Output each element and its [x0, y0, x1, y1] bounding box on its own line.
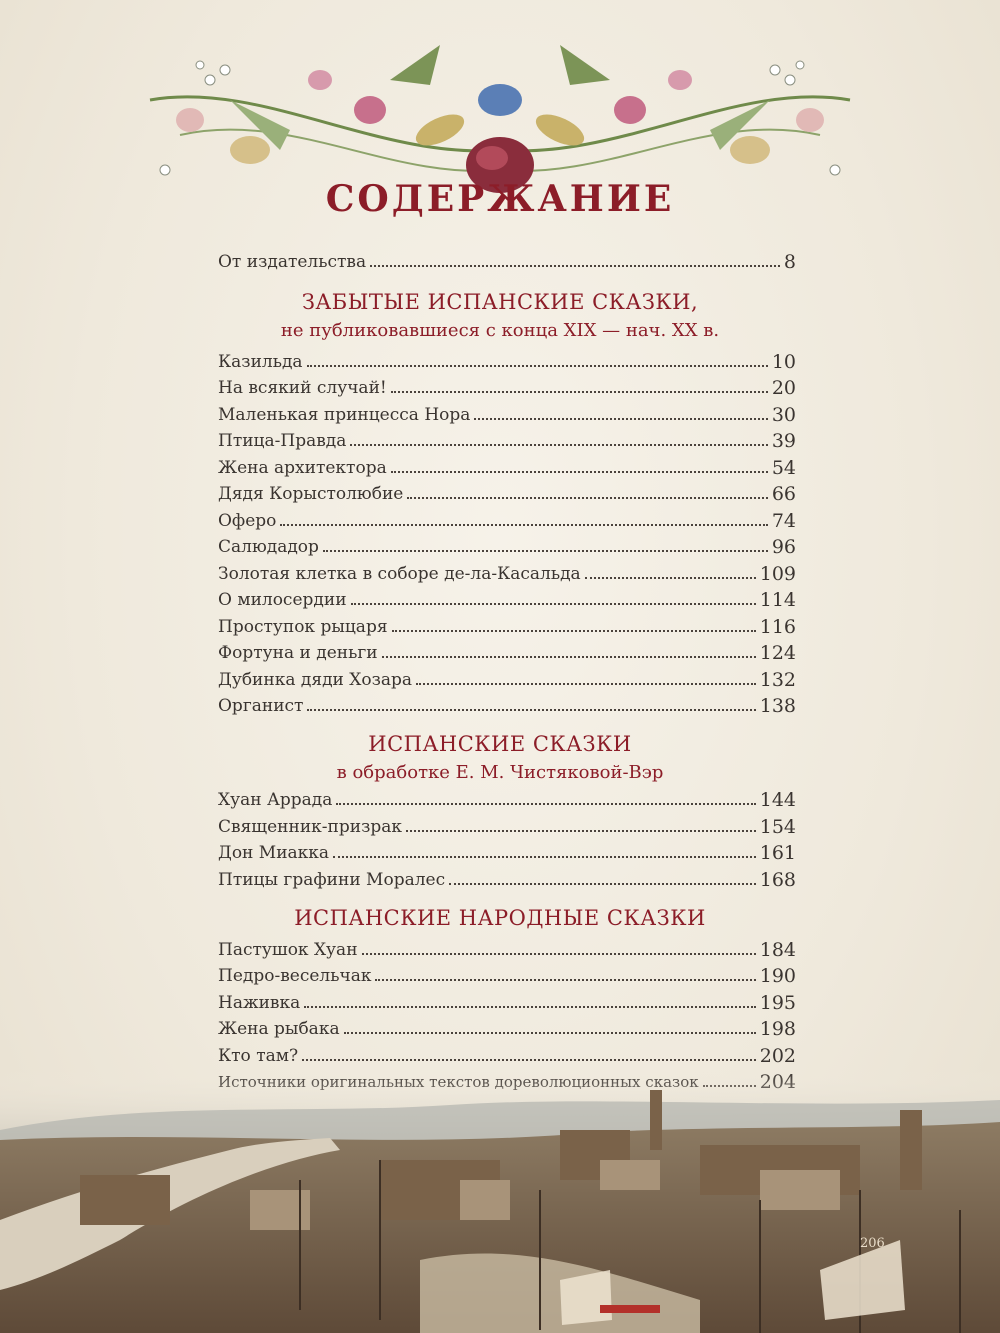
- leader-dots: [333, 856, 756, 858]
- entry-page: 144: [759, 789, 796, 811]
- toc-entry: [218, 611, 796, 637]
- entry-title: Дубинка дяди Хозара: [218, 670, 413, 690]
- entry-title: Птицы графини Моралес: [218, 870, 446, 890]
- entry-title: Оферо: [218, 511, 277, 531]
- section-subtitle: не публиковавшиеся с конца XIX — нач. XX в.: [280, 320, 720, 341]
- toc-entry: [218, 531, 796, 557]
- leader-dots: [307, 709, 755, 711]
- toc-entry: [218, 478, 796, 504]
- leader-dots: [474, 418, 767, 420]
- toc-entry: [218, 505, 796, 531]
- toc-entry: [218, 584, 796, 610]
- toc-entry: [218, 399, 796, 425]
- toc-entry: [218, 690, 796, 716]
- entry-title: Золотая клетка в соборе де-ла-Касальда: [218, 564, 581, 584]
- leader-dots: [350, 444, 767, 446]
- toc-entry: [218, 837, 796, 863]
- entry-page: 161: [759, 842, 796, 864]
- entry-page: 54: [771, 457, 796, 479]
- entry-page: 39: [771, 430, 796, 452]
- entry-page: 66: [771, 483, 796, 505]
- entry-title: Птица-Правда: [218, 431, 347, 451]
- toc-entry: [218, 960, 796, 986]
- entry-title: Фортуна и деньги: [218, 643, 378, 663]
- entry-page: 8: [783, 251, 796, 273]
- leader-dots: [407, 497, 767, 499]
- entry-page: 202: [759, 1045, 796, 1067]
- section-title: ИСПАНСКИЕ СКАЗКИ: [368, 732, 632, 756]
- toc-entry: [218, 811, 796, 837]
- leader-dots: [362, 953, 756, 955]
- entry-page: 74: [771, 510, 796, 532]
- entry-page: 124: [759, 642, 796, 664]
- leader-dots: [304, 1006, 755, 1008]
- entry-title: Маленькая принцесса Нора: [218, 405, 471, 425]
- leader-dots: [416, 683, 756, 685]
- entry-page: 10: [771, 351, 796, 373]
- toc-entry: [218, 934, 796, 960]
- page-number: 206: [860, 1236, 885, 1251]
- entry-page: 138: [759, 695, 796, 717]
- leader-dots: [585, 577, 756, 579]
- leader-dots: [323, 550, 768, 552]
- section-subtitle: в обработке Е. М. Чистяковой-Вэр: [336, 762, 664, 783]
- toc-entry: [218, 864, 796, 890]
- entry-title: Педро-весельчак: [218, 966, 372, 986]
- entry-title: Дядя Корыстолюбие: [218, 484, 404, 504]
- page-title: СОДЕРЖАНИЕ: [325, 178, 675, 220]
- leader-dots: [336, 803, 755, 805]
- entry-title: Салюдадор: [218, 537, 319, 557]
- toc-entry: [218, 425, 796, 451]
- toc-entry: [218, 637, 796, 663]
- leader-dots: [392, 630, 756, 632]
- entry-title: Священник-призрак: [218, 817, 402, 837]
- city-panorama-illustration: [0, 1070, 1000, 1333]
- entry-page: 154: [759, 816, 796, 838]
- toc-entry: [218, 558, 796, 584]
- leader-dots: [391, 391, 768, 393]
- entry-title: О милосердии: [218, 590, 347, 610]
- leader-dots: [344, 1032, 756, 1034]
- toc-entry: [218, 784, 796, 810]
- leader-dots: [449, 883, 756, 885]
- entry-page: 198: [759, 1018, 796, 1040]
- entry-page: 109: [759, 563, 796, 585]
- toc-entry: [218, 1013, 796, 1039]
- leader-dots: [302, 1059, 756, 1061]
- entry-page: 195: [759, 992, 796, 1014]
- toc-entry: [218, 246, 796, 272]
- leader-dots: [375, 979, 755, 981]
- entry-page: 190: [759, 965, 796, 987]
- entry-page: 116: [759, 616, 796, 638]
- section-title: ЗАБЫТЫЕ ИСПАНСКИЕ СКАЗКИ,: [301, 290, 699, 314]
- entry-title: Дон Миакка: [218, 843, 330, 863]
- leader-dots: [406, 830, 756, 832]
- entry-title: От издательства: [218, 252, 367, 272]
- toc-entry: [218, 452, 796, 478]
- leader-dots: [351, 603, 756, 605]
- entry-title: Кто там?: [218, 1046, 299, 1066]
- toc-entry: [218, 1040, 796, 1066]
- entry-title: На всякий случай!: [218, 378, 387, 398]
- entry-page: 132: [759, 669, 796, 691]
- toc-entry: [218, 664, 796, 690]
- entry-page: 114: [759, 589, 796, 611]
- leader-dots: [307, 365, 768, 367]
- entry-title: Жена архитектора: [218, 458, 387, 478]
- entry-title: Проступок рыцаря: [218, 617, 388, 637]
- entry-title: Хуан Аррада: [218, 790, 333, 810]
- leader-dots: [280, 524, 767, 526]
- entry-page: 96: [771, 536, 796, 558]
- leader-dots: [382, 656, 756, 658]
- toc-entry: [218, 346, 796, 372]
- entry-page: 184: [759, 939, 796, 961]
- entry-page: 30: [771, 404, 796, 426]
- entry-title: Казильда: [218, 352, 303, 372]
- toc-entry: [218, 987, 796, 1013]
- leader-dots: [391, 471, 768, 473]
- entry-title: Наживка: [218, 993, 301, 1013]
- leader-dots: [370, 265, 780, 267]
- entry-title: Жена рыбака: [218, 1019, 340, 1039]
- entry-page: 20: [771, 377, 796, 399]
- entry-title: Пастушок Хуан: [218, 940, 358, 960]
- entry-title: Органист: [218, 696, 304, 716]
- section-title: ИСПАНСКИЕ НАРОДНЫЕ СКАЗКИ: [294, 906, 706, 930]
- entry-page: 168: [759, 869, 796, 891]
- toc-entry: [218, 372, 796, 398]
